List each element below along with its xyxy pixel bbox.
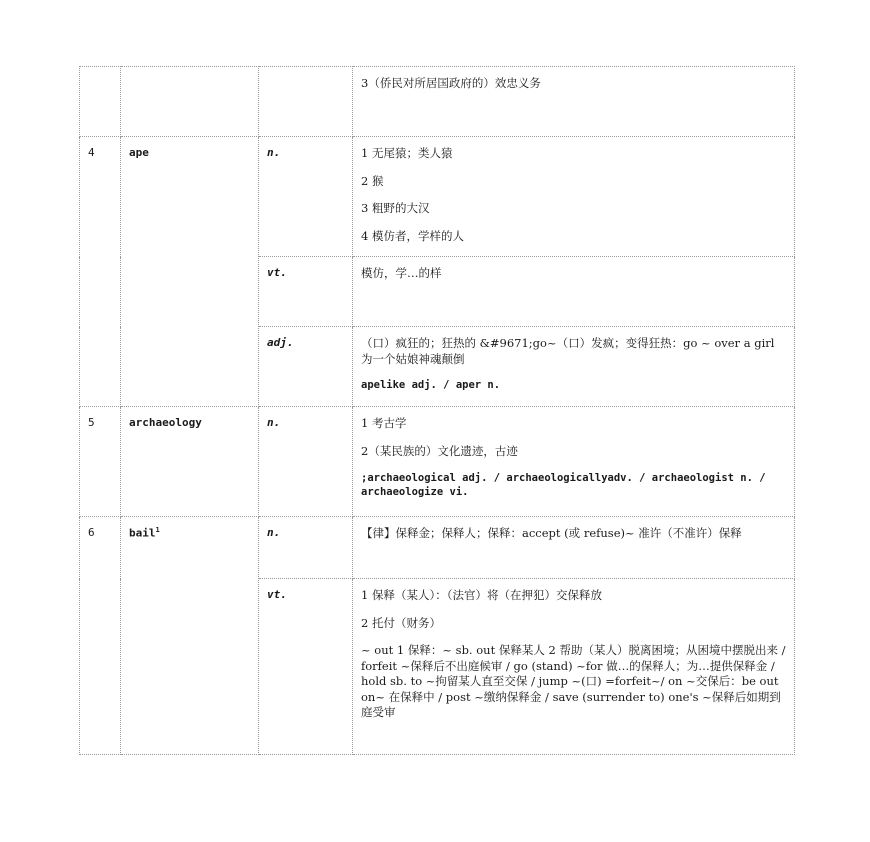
sense-item: 模仿，学…的样 bbox=[361, 266, 442, 280]
definition-text: （口）疯狂的；狂热的 &#9671;go~（口）发疯；变得狂热：go ~ over a girl 为一个姑娘神魂颠倒 bbox=[361, 336, 775, 366]
derived-forms: apelike adj. / aper n. bbox=[361, 379, 501, 392]
headword-cell bbox=[121, 67, 259, 137]
headword: bail bbox=[129, 526, 156, 540]
sense-item: 3（侨民对所居国政府的）效忠义务 bbox=[361, 76, 541, 90]
sense-item: 1 考古学 bbox=[361, 416, 407, 430]
definition-cell bbox=[353, 407, 795, 517]
sense-item: 2 托付（财务） bbox=[361, 615, 441, 630]
sense-item: 2（某民族的）文化遗迹，古迹 bbox=[361, 443, 518, 458]
sense-item: 3 粗野的大汉 bbox=[361, 201, 430, 216]
entry-number: 5 bbox=[80, 407, 121, 517]
table-row bbox=[80, 67, 795, 137]
part-of-speech: n. bbox=[259, 517, 353, 579]
entry-number: 4 bbox=[80, 137, 121, 407]
part-of-speech: vt. bbox=[259, 579, 353, 755]
entry-number-cell bbox=[80, 67, 121, 137]
table-row bbox=[80, 517, 795, 579]
headword: archaeology bbox=[121, 407, 259, 517]
sense-item: 4 模仿者，学样的人 bbox=[361, 228, 464, 243]
definition-cell bbox=[353, 327, 795, 407]
entry-number: 6 bbox=[80, 517, 121, 755]
definition-cell bbox=[353, 257, 795, 327]
part-of-speech: vt. bbox=[259, 257, 353, 327]
sense-item: 2 猴 bbox=[361, 173, 384, 188]
definition-cell bbox=[353, 67, 795, 137]
derived-forms: ;archaeological adj. / archaeologicallyadv. / archaeologist n. / archaeologize vi. bbox=[361, 472, 766, 499]
table-row bbox=[80, 137, 795, 257]
part-of-speech-cell bbox=[259, 67, 353, 137]
part-of-speech: n. bbox=[259, 407, 353, 517]
table-row bbox=[80, 407, 795, 517]
headword-cell bbox=[121, 517, 259, 755]
part-of-speech: n. bbox=[259, 137, 353, 257]
part-of-speech: adj. bbox=[259, 327, 353, 407]
vocabulary-table bbox=[79, 66, 795, 755]
headword: ape bbox=[121, 137, 259, 407]
sense-item: 1 保释（某人）：（法官）将（在押犯）交保释放 bbox=[361, 588, 602, 602]
definition-cell bbox=[353, 137, 795, 257]
homograph-number: 1 bbox=[155, 526, 160, 534]
phrase-list: ~ out 1 保释：~ sb. out 保释某人 2 帮助（某人）脱离困境；从困境中摆脱出来 / forfeit ~保释后不出庭候审 / go (stand) ~for 做…的保释人；为…提供保释金 / hold sb. to ~拘留某人直至交保 / jump ~(口) =forfeit~/ on ~交保后：be out on~ 在保释中 / post ~缴纳保释金 / save (surrender to) one's ~保释后如期到庭受审 bbox=[361, 643, 786, 720]
definition-text: 【律】保释金；保释人；保释：accept (或 refuse)~ 准许（不准许）保释 bbox=[361, 526, 742, 540]
sense-item: 1 无尾猿；类人猿 bbox=[361, 146, 453, 160]
definition-cell bbox=[353, 517, 795, 579]
definition-cell bbox=[353, 579, 795, 755]
